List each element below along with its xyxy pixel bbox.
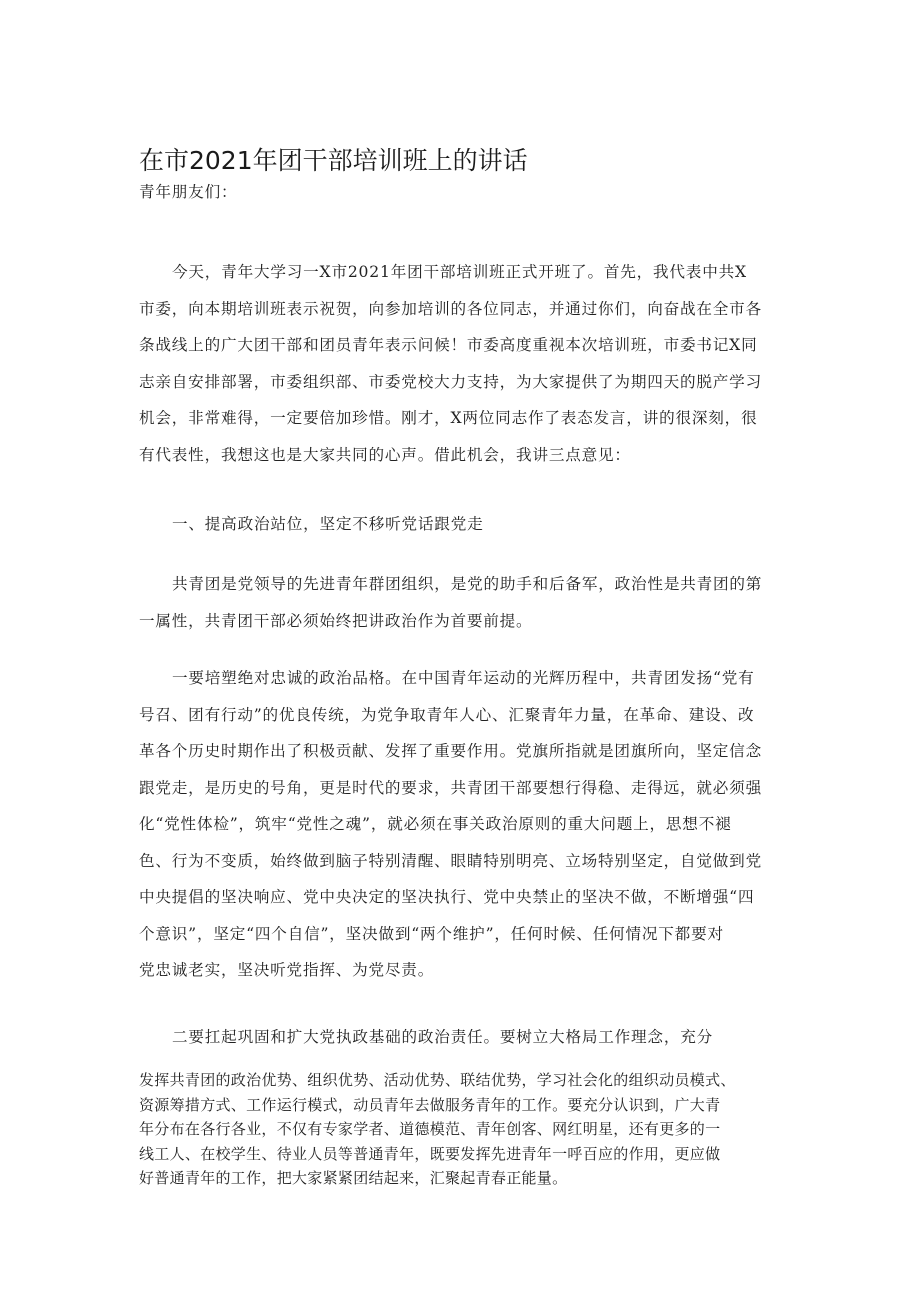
section1-paragraph-3-continued xyxy=(139,1068,789,1191)
text-line: 发挥共青团的政治优势、组织优势、活动优势、联结优势，学习社会化的组织动员模式、 xyxy=(139,1071,736,1089)
text-line: 一要培塑绝对忠诚的政治品格。在中国青年运动的光辉历程中，共青团发扬“党有 xyxy=(172,669,755,687)
text-line: 今天，青年大学习一X市2021年团干部培训班正式开班了。首先，我代表中共X xyxy=(172,263,747,281)
text-line: 一属性，共青团干部必须始终把讲政治作为首要前提。 xyxy=(139,611,533,630)
text-line: 化“党性体检”，筑牢“党性之魂”，就必须在事关政治原则的重大问题上，思想不褪 xyxy=(139,815,732,833)
section-heading-1: 一、提高政治站位，坚定不移听党话跟党走 xyxy=(172,515,484,533)
text-line: 好普通青年的工作，把大家紧紧团结起来，汇聚起青春正能量。 xyxy=(139,1169,568,1187)
intro-paragraph xyxy=(139,254,784,473)
document-title: 在市2021年团干部培训班上的讲话 xyxy=(139,146,528,175)
text-line: 资源筹措方式、工作运行模式，动员青年去做服务青年的工作。要充分认识到，广大青 xyxy=(139,1095,721,1114)
section1-paragraph-3-first-line: 二要扛起巩固和扩大党执政基础的政治责任。要树立大格局工作理念，充分 xyxy=(172,1028,713,1046)
text-line: 有代表性，我想这也是大家共同的心声。借此机会，我讲三点意见： xyxy=(139,445,631,464)
text-line: 个意识”，坚定“四个自信”，坚决做到“两个维护”，任何时候、任何情况下都要对 xyxy=(139,924,724,943)
text-line: 色、行为不变质，始终做到脑子特别清醒、眼睛特别明亮、立场特别坚定，自觉做到党 xyxy=(139,851,762,870)
text-line: 机会，非常难得，一定要倍加珍惜。刚才，X两位同志作了表态发言，讲的很深刻，很 xyxy=(139,409,758,427)
salutation: 青年朋友们： xyxy=(139,183,238,201)
text-line: 共青团是党领导的先进青年群团组织，是党的助手和后备军，政治性是共青团的第 xyxy=(172,575,763,593)
text-line: 党忠诚老实，坚决听党指挥、为党尽责。 xyxy=(139,961,435,979)
section1-paragraph-2 xyxy=(139,660,784,989)
text-line: 市委，向本期培训班表示祝贺，向参加培训的各位同志，并通过你们，向奋战在全市各 xyxy=(139,299,762,318)
section1-paragraph-1 xyxy=(139,566,784,639)
text-line: 线工人、在校学生、待业人员等普通青年，既要发挥先进青年一呼百应的作用，更应做 xyxy=(139,1144,721,1163)
text-line: 中央提倡的坚决响应、党中央决定的坚决执行、党中央禁止的坚决不做，不断增强“四 xyxy=(139,888,755,906)
text-line: 志亲自安排部署，市委组织部、市委党校大力支持，为大家提供了为期四天的脱产学习 xyxy=(139,372,762,391)
text-line: 跟党走，是历史的号角，更是时代的要求，共青团干部要想行得稳、走得远，就必须强 xyxy=(139,778,762,797)
text-line: 革各个历史时期作出了积极贡献、发挥了重要作用。党旗所指就是团旗所向，坚定信念 xyxy=(139,742,762,760)
text-line: 条战线上的广大团干部和团员青年表示问候！市委高度重视本次培训班，市委书记X同 xyxy=(139,336,758,354)
text-line: 号召、团有行动”的优良传统，为党争取青年人心、汇聚青年力量，在革命、建设、改 xyxy=(139,705,755,724)
text-line: 年分布在各行各业，不仅有专家学者、道德模范、青年创客、网红明星，还有更多的一 xyxy=(139,1120,721,1138)
